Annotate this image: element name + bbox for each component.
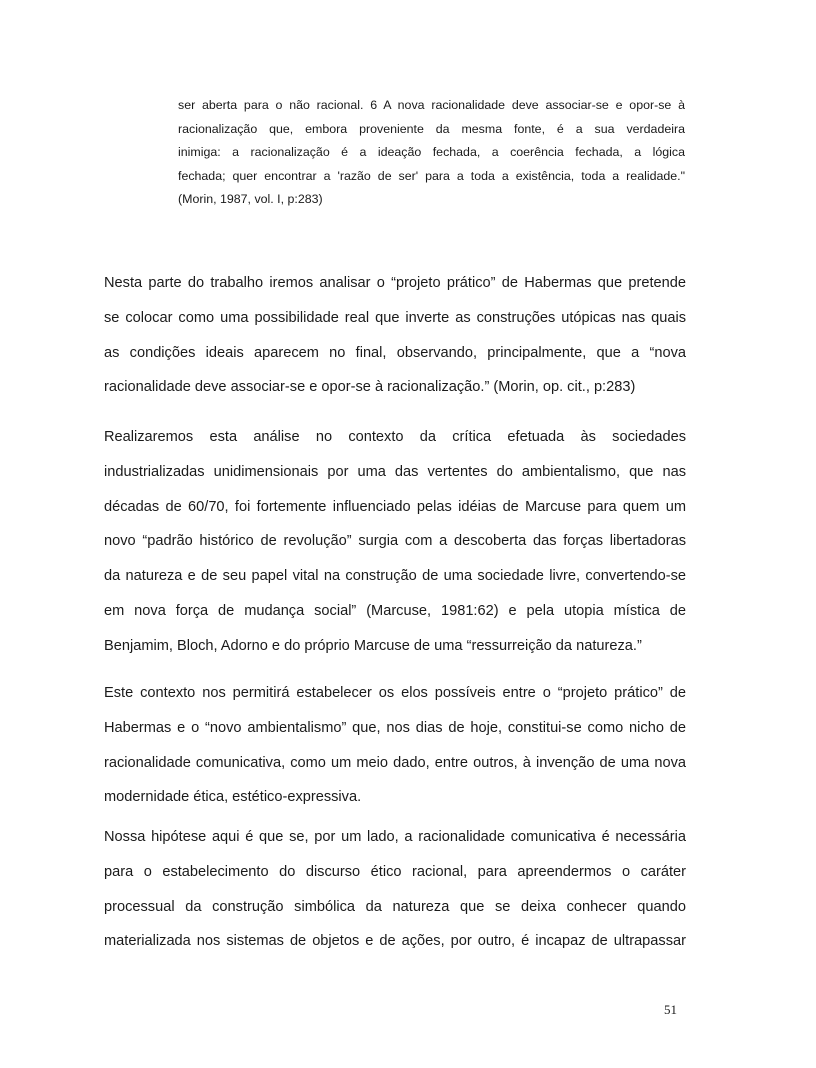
paragraph-line: processual da construção simbólica da natureza que se deixa conhecer quando (104, 898, 686, 915)
quote-line: fechada; quer encontrar a 'razão de ser' para a toda a existência, toda a realidade." (178, 168, 685, 183)
paragraph-4 (104, 820, 686, 959)
paragraph-line: racionalidade comunicativa, como um meio dado, entre outros, à invenção de uma nova (104, 754, 686, 771)
block-quote (178, 94, 685, 212)
paragraph-line: se colocar como uma possibilidade real que inverte as construções utópicas nas quais (104, 309, 686, 326)
quote-line: ser aberta para o não racional. 6 A nova racionalidade deve associar-se e opor-se à (178, 98, 685, 112)
quote-citation: (Morin, 1987, vol. I, p:283) (178, 192, 323, 206)
paragraph-line: Este contexto nos permitirá estabelecer os elos possíveis entre o “projeto prático” de (104, 685, 686, 701)
paragraph-line: Realizaremos esta análise no contexto da crítica efetuada às sociedades (104, 429, 686, 445)
paragraph-line: Habermas e o “novo ambientalismo” que, nos dias de hoje, constitui-se como nicho de (104, 719, 686, 736)
paragraph-line: para o estabelecimento do discurso ético racional, para apreendermos o caráter (104, 863, 686, 880)
paragraph-2 (104, 420, 686, 664)
paragraph-line: novo “padrão histórico de revolução” surgia com a descoberta das forças libertadoras (104, 533, 686, 550)
paragraph-line: industrializadas unidimensionais por uma das vertentes do ambientalismo, que nas (104, 463, 686, 480)
paragraph-line: em nova força de mudança social” (Marcuse, 1981:62) e pela utopia mística de (104, 602, 686, 619)
paragraph-line: modernidade ética, estético-expressiva. (104, 789, 362, 806)
paragraph-3 (104, 676, 686, 815)
paragraph-line: racionalidade deve associar-se e opor-se à racionalização.” (Morin, op. cit., p:283) (104, 379, 636, 396)
paragraph-line: Nossa hipótese aqui é que se, por um lado, a racionalidade comunicativa é necessária (104, 829, 686, 845)
quote-line: racionalização que, embora proveniente da mesma fonte, é a sua verdadeira (178, 121, 685, 136)
paragraph-line: Benjamim, Bloch, Adorno e do próprio Marcuse de uma “ressurreição da natureza.” (104, 637, 642, 654)
paragraph-line: materializada nos sistemas de objetos e de ações, por outro, é incapaz de ultrapassar (104, 933, 686, 950)
quote-line: inimiga: a racionalização é a ideação fechada, a coerência fechada, a lógica (178, 145, 685, 159)
page-number: 51 (664, 1002, 677, 1017)
paragraph-line: as condições ideais aparecem no final, observando, principalmente, que a “nova (104, 344, 686, 361)
paragraph-line: Nesta parte do trabalho iremos analisar o “projeto prático” de Habermas que pretende (104, 275, 686, 291)
paragraph-line: décadas de 60/70, foi fortemente influenciado pelas idéias de Marcuse para quem um (104, 498, 686, 515)
paragraph-1 (104, 266, 686, 405)
paragraph-line: da natureza e de seu papel vital na construção de uma sociedade livre, convertendo-se (104, 568, 686, 585)
